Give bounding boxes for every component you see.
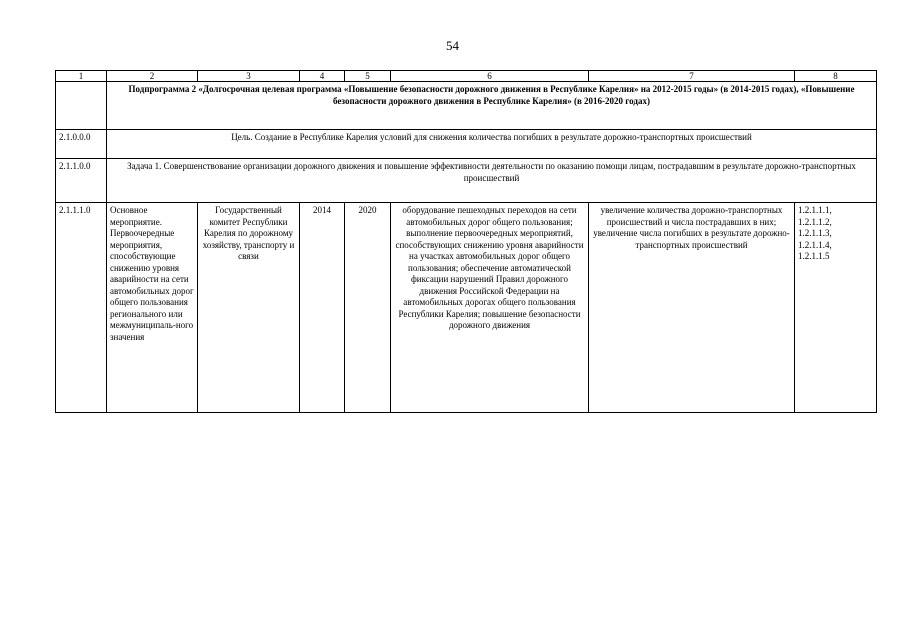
task-row <box>56 159 877 203</box>
task-text: Задача 1. Совершенствование организации дорожного движения и повышение эффективности деятельности по оказанию помощи лицам, пострадавшим в результате дорожно-транспортных происшествий <box>107 159 877 203</box>
activity-indicators <box>795 203 877 413</box>
activity-row <box>56 203 877 413</box>
goal-text: Цель. Создание в Республике Карелия условий для снижения количества погибших в результате дорожно-транспортных происшествий <box>107 130 877 159</box>
goal-row <box>56 130 877 159</box>
column-number-cell: 6 <box>391 71 589 82</box>
page-number: 54 <box>446 38 459 53</box>
column-number-cell: 2 <box>107 71 198 82</box>
column-number-cell: 3 <box>198 71 300 82</box>
column-number-cell: 8 <box>795 71 877 82</box>
indicator-code: 1.2.1.1.3, <box>798 228 832 238</box>
indicator-code: 1.2.1.1.5 <box>798 251 830 261</box>
indicator-code: 1.2.1.1.4, <box>798 239 832 250</box>
empty-code-cell <box>56 82 107 130</box>
subprogram-row <box>56 82 877 130</box>
column-number-cell: 7 <box>589 71 795 82</box>
activity-name: Основное мероприятие. Первоочередные мероприятия, способствующие снижению уровня аварийности на сети автомобильных дорог общего пользования регионального или межмуниципаль-ного значения <box>107 203 198 413</box>
activity-description: оборудование пешеходных переходов на сети автомобильных дорог общего пользования; выполнение первоочередных мероприятий, способствующих снижению уровня аварийности на участках автомобильных дорог общего пользования; обеспечение автоматической фиксации нарушений Правил дорожного движения Российской Федерации на автомобильных дорогах общего пользования Республики Карелия; повышение безопасности дорожного движения <box>391 203 589 413</box>
subprogram-title: Подпрограмма 2 «Долгосрочная целевая программа «Повышение безопасности дорожного движения в Республике Карелия» на 2012-2015 годы» (в 2014-2015 годах), «Повышение безопасности дорожного движения в Республике Карелия» (в 2016-2020 годах) <box>107 82 877 130</box>
goal-code: 2.1.0.0.0 <box>56 130 107 159</box>
column-number-cell: 1 <box>56 71 107 82</box>
activity-result: увеличение количества дорожно-транспортных происшествий и числа пострадавших в них; увеличение числа погибших в результате дорожно-транспортных происшествий <box>589 203 795 413</box>
task-code: 2.1.1.0.0 <box>56 159 107 203</box>
activity-start-year: 2014 <box>300 203 345 413</box>
activity-end-year: 2020 <box>345 203 391 413</box>
activity-executor: Государственный комитет Республики Карелия по дорожному хозяйству, транспорту и связи <box>198 203 300 413</box>
indicator-code: 1.2.1.1.1, <box>798 205 832 215</box>
activity-code: 2.1.1.1.0 <box>56 203 107 413</box>
indicator-code: 1.2.1.1.2, <box>798 216 832 227</box>
program-table <box>55 70 877 413</box>
column-number-row <box>56 71 877 82</box>
column-number-cell: 4 <box>300 71 345 82</box>
column-number-cell: 5 <box>345 71 391 82</box>
